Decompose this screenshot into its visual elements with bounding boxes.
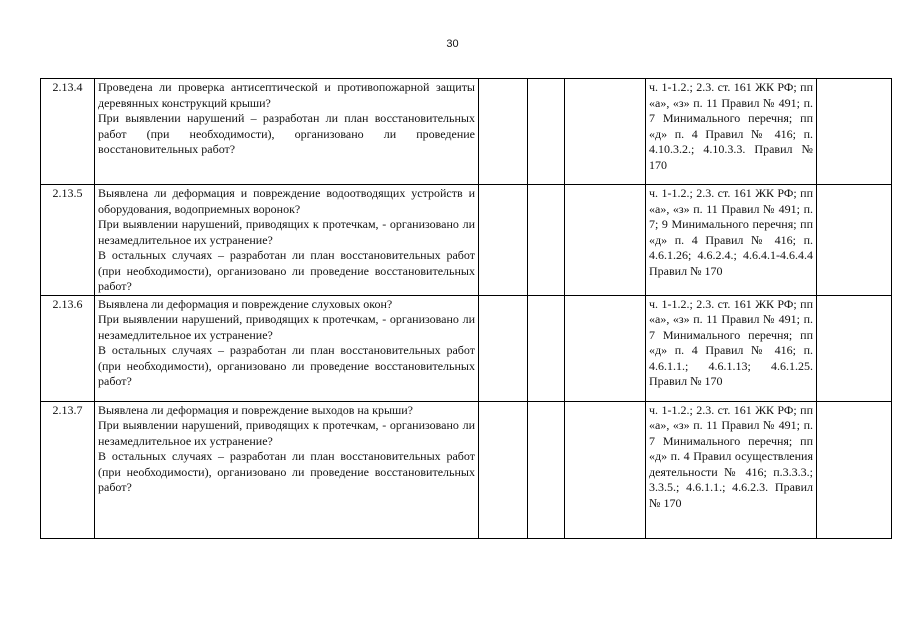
question-text: В остальных случаях – разработан ли план восстановительных работ (при необходимости), организовано ли проведение восстановительных работ? [98, 343, 475, 388]
checklist-table [40, 78, 892, 539]
item-number: 2.13.5 [41, 185, 95, 296]
item-number: 2.13.7 [41, 401, 95, 538]
answer-yes-cell[interactable] [479, 79, 528, 185]
answer-na-cell[interactable] [565, 401, 646, 538]
question-text: При выявлении нарушений, приводящих к протечкам, - организовано ли незамедлительное их устранение? [98, 312, 475, 342]
question-text: Выявлена ли деформация и повреждение выходов на крыши? [98, 402, 413, 417]
answer-yes-cell[interactable] [479, 401, 528, 538]
reference-cell: ч. 1-1.2.; 2.3. ст. 161 ЖК РФ; пп «а», «з» п. 11 Правил № 491; п. 7; 9 Минимального перечня; пп «д» п. 4 Правил № 416; п. 4.6.1.26; 4.6.2.4.; 4.6.4.1-4.6.4.4 Правил № 170 [646, 185, 817, 296]
reference-cell: ч. 1-1.2.; 2.3. ст. 161 ЖК РФ; пп «а», «з» п. 11 Правил № 491; п. 7 Минимального перечня; пп «д» п. 4 Правил № 416; п. 4.10.3.2.; 4.10.3.3. Правил № 170 [646, 79, 817, 185]
question-cell [95, 295, 479, 401]
answer-yes-cell[interactable] [479, 295, 528, 401]
answer-na-cell[interactable] [565, 79, 646, 185]
note-cell[interactable] [817, 401, 892, 538]
answer-no-cell[interactable] [528, 401, 565, 538]
item-number: 2.13.6 [41, 295, 95, 401]
reference-cell: ч. 1-1.2.; 2.3. ст. 161 ЖК РФ; пп «а», «з» п. 11 Правил № 491; п. 7 Минимального перечня; пп «д» п. 4 Правил осуществления деятельности № 416; п.3.3.3.; 3.3.5.; 4.6.1.1.; 4.6.2.3. Правил № 170 [646, 401, 817, 538]
note-cell[interactable] [817, 295, 892, 401]
note-cell[interactable] [817, 185, 892, 296]
question-text: Выявлена ли деформация и повреждение слуховых окон? [98, 296, 393, 311]
answer-yes-cell[interactable] [479, 185, 528, 296]
page-number: 30 [446, 38, 459, 50]
reference-cell: ч. 1-1.2.; 2.3. ст. 161 ЖК РФ; пп «а», «з» п. 11 Правил № 491; п. 7 Минимального перечня; пп «д» п. 4 Правил № 416; п. 4.6.1.1.; 4.6.1.13; 4.6.1.25. Правил № 170 [646, 295, 817, 401]
question-cell [95, 185, 479, 296]
answer-no-cell[interactable] [528, 185, 565, 296]
question-text: При выявлении нарушений – разработан ли план восстановительных работ (при необходимости), организовано ли проведение восстановительных работ? [98, 111, 475, 156]
question-cell [95, 401, 479, 538]
table-row [41, 185, 892, 296]
question-text: Проведена ли проверка антисептической и противопожарной защиты деревянных конструкций крыши? [98, 80, 475, 110]
answer-no-cell[interactable] [528, 79, 565, 185]
table-row [41, 401, 892, 538]
question-cell [95, 79, 479, 185]
question-text: В остальных случаях – разработан ли план восстановительных работ (при необходимости), организовано ли проведение восстановительных работ? [98, 248, 475, 293]
item-number: 2.13.4 [41, 79, 95, 185]
question-text: В остальных случаях – разработан ли план восстановительных работ (при необходимости), организовано ли проведение восстановительных работ? [98, 449, 475, 494]
question-text: При выявлении нарушений, приводящих к протечкам, - организовано ли незамедлительное их устранение? [98, 217, 475, 247]
answer-na-cell[interactable] [565, 185, 646, 296]
question-text: Выявлена ли деформация и повреждение водоотводящих устройств и оборудования, водоприемных воронок? [98, 186, 475, 216]
table-row [41, 295, 892, 401]
answer-na-cell[interactable] [565, 295, 646, 401]
note-cell[interactable] [817, 79, 892, 185]
answer-no-cell[interactable] [528, 295, 565, 401]
table-row [41, 79, 892, 185]
question-text: При выявлении нарушений, приводящих к протечкам, - организовано ли незамедлительное их устранение? [98, 418, 475, 448]
